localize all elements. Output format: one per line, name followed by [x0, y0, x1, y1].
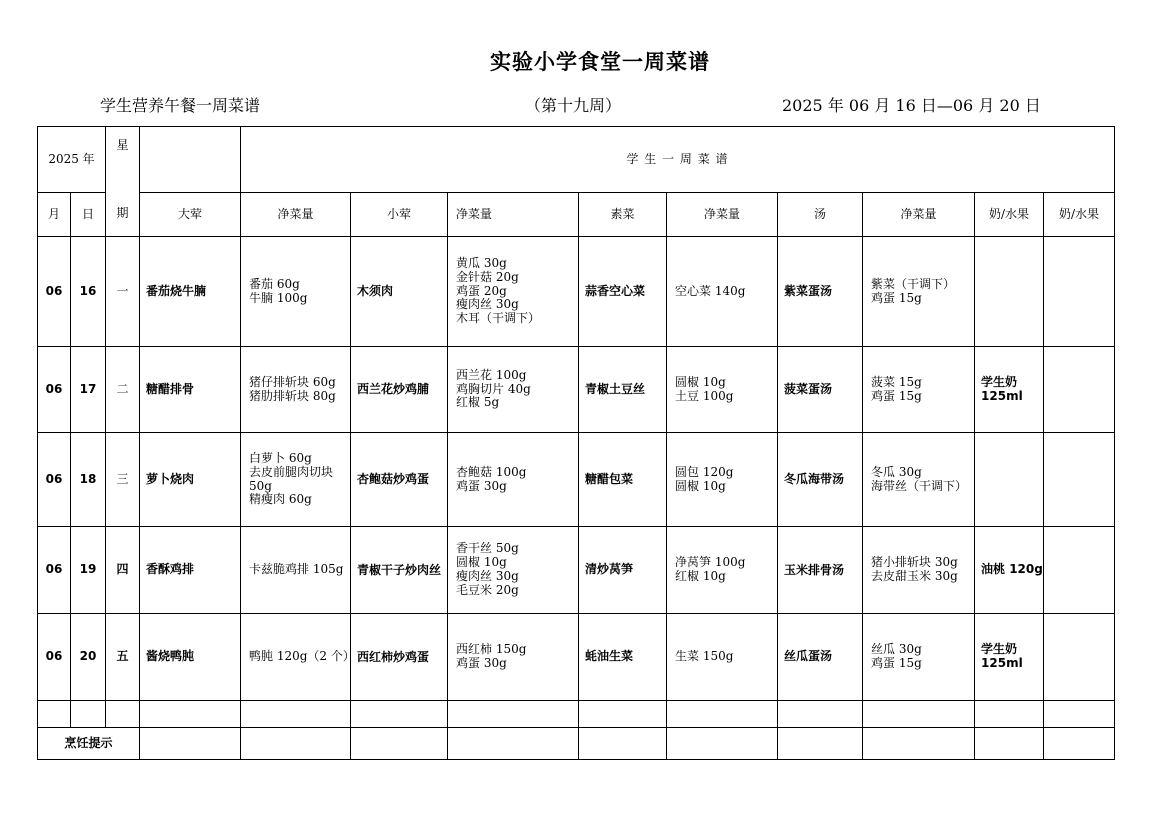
ingredient-item: 猪仔排斩块 60g — [249, 374, 336, 389]
ingredient-list — [667, 433, 778, 527]
weekday-cell: 五 — [106, 614, 140, 701]
col-header: 汤 — [778, 193, 863, 237]
ingredient-item: 黄瓜 30g — [456, 256, 507, 270]
fruit-cell — [1044, 614, 1115, 701]
day-cell: 16 — [71, 237, 106, 347]
milk-cell: 学生奶 125ml — [975, 614, 1044, 701]
ingredient-item: 毛豆米 20g — [456, 582, 519, 597]
subtitle-left: 学生营养午餐一周菜谱 — [100, 96, 261, 115]
ingredient-item: 丝瓜 30g — [871, 642, 922, 657]
ingredient-item: 冬瓜 30g — [871, 464, 922, 479]
veg-dish: 蚝油生菜 — [579, 614, 667, 701]
small-meat-dish: 西红柿炒鸡蛋 — [351, 614, 448, 701]
col-header: 素菜 — [579, 193, 667, 237]
milk-cell — [975, 237, 1044, 347]
weekday-cell: 二 — [106, 347, 140, 433]
ingredient-item: 去皮前腿肉切块 — [249, 464, 334, 479]
day-cell: 19 — [71, 527, 106, 614]
big-meat-dish: 糖醋排骨 — [140, 347, 241, 433]
ingredient-item: 圆椒 10g — [456, 555, 507, 570]
fruit-cell — [1044, 433, 1115, 527]
ingredient-item: 鸡蛋 30g — [456, 478, 507, 493]
fruit-cell — [1044, 527, 1115, 614]
month-cell: 06 — [38, 237, 71, 347]
page-title: 实验小学食堂一周菜谱 — [490, 49, 710, 74]
weekday-cell: 一 — [106, 237, 140, 347]
big-meat-dish: 酱烧鸭肫 — [140, 614, 241, 701]
ingredient-list — [863, 527, 975, 614]
ingredient-list — [863, 433, 975, 527]
soup-dish: 玉米排骨汤 — [778, 527, 863, 614]
ingredient-item: 去皮甜玉米 30g — [871, 569, 958, 583]
small-meat-dish: 青椒干子炒肉丝 — [351, 527, 448, 614]
ingredient-list — [448, 433, 579, 527]
ingredient-list — [241, 614, 355, 701]
day-cell: 17 — [71, 347, 106, 433]
day-cell: 18 — [71, 433, 106, 527]
ingredient-item: 鸡蛋 20g — [456, 283, 507, 298]
ingredient-item: 圆椒 10g — [675, 478, 726, 493]
month-cell: 06 — [38, 614, 71, 701]
col-header: 净菜量 — [863, 193, 975, 237]
ingredient-list — [448, 347, 579, 433]
weekday-header — [106, 127, 140, 237]
footer-row — [38, 728, 1115, 760]
soup-dish: 紫菜蛋汤 — [778, 237, 863, 347]
ingredient-item: 牛腩 100g — [249, 290, 308, 305]
ingredient-list — [241, 237, 351, 347]
big-meat-dish: 香酥鸡排 — [140, 527, 241, 614]
month-cell: 06 — [38, 433, 71, 527]
ingredient-item: 紫菜（干调下） — [871, 276, 956, 291]
ingredient-list — [667, 237, 778, 347]
year-cell: 2025 年 — [38, 127, 106, 193]
ingredient-list — [667, 527, 778, 614]
col-header: 奶/水果 — [1044, 193, 1115, 237]
weekday-header-bottom: 期 — [116, 205, 129, 220]
small-meat-dish: 木须肉 — [351, 237, 448, 347]
veg-dish: 青椒土豆丝 — [579, 347, 667, 433]
ingredient-list — [863, 347, 975, 433]
fruit-cell — [1044, 347, 1115, 433]
ingredient-item: 卡兹脆鸡排 105g — [249, 562, 344, 577]
soup-dish: 菠菜蛋汤 — [778, 347, 863, 433]
veg-dish: 糖醋包菜 — [579, 433, 667, 527]
weekday-cell: 四 — [106, 527, 140, 614]
col-header: 净菜量 — [241, 193, 351, 237]
ingredient-item: 猪肋排斩块 80g — [249, 388, 336, 403]
section-title: 学 生 一 周 菜 谱 — [241, 127, 1115, 193]
soup-dish: 冬瓜海带汤 — [778, 433, 863, 527]
ingredient-item: 精瘦肉 60g — [249, 492, 312, 507]
ingredient-item: 西红柿 150g — [456, 642, 527, 657]
soup-dish: 丝瓜蛋汤 — [778, 614, 863, 701]
ingredient-list — [448, 237, 579, 347]
cooking-tips-label: 烹饪提示 — [38, 728, 140, 760]
col-header: 奶/水果 — [975, 193, 1044, 237]
veg-dish: 蒜香空心菜 — [579, 237, 667, 347]
ingredient-item: 西兰花 100g — [456, 367, 527, 382]
big-meat-dish: 番茄烧牛腩 — [140, 237, 241, 347]
fruit-cell — [1044, 237, 1115, 347]
ingredient-item: 鸡蛋 30g — [456, 656, 507, 670]
ingredient-item: 生菜 150g — [675, 649, 734, 664]
weekday-cell: 三 — [106, 433, 140, 527]
weekday-header-top: 星 — [116, 138, 129, 152]
day-header: 日 — [71, 193, 106, 237]
table-row — [38, 527, 1115, 614]
ingredient-list — [667, 614, 778, 701]
table-row — [38, 433, 1115, 527]
ingredient-item: 香干丝 50g — [456, 541, 519, 556]
ingredient-item: 红椒 10g — [675, 569, 726, 583]
ingredient-item: 土豆 100g — [675, 388, 734, 403]
ingredient-item: 木耳（干调下） — [456, 311, 541, 326]
date-range: 2025 年 06 月 16 日—06 月 20 日 — [782, 96, 1041, 115]
day-cell: 20 — [71, 614, 106, 701]
ingredient-item: 空心菜 140g — [675, 283, 746, 298]
menu-table — [37, 126, 1115, 760]
ingredient-item: 金针菇 20g — [456, 269, 519, 284]
month-cell: 06 — [38, 527, 71, 614]
month-cell: 06 — [38, 347, 71, 433]
ingredient-item: 鸡胸切片 40g — [456, 381, 531, 396]
table-row — [38, 347, 1115, 433]
ingredient-item: 杏鲍菇 100g — [456, 464, 527, 479]
week-number: （第十九周） — [525, 96, 622, 115]
ingredient-list — [448, 614, 579, 701]
small-meat-dish: 杏鲍菇炒鸡蛋 — [351, 433, 448, 527]
ingredient-list — [241, 433, 351, 527]
table-row — [38, 614, 1115, 701]
ingredient-item: 猪小排斩块 30g — [871, 555, 958, 570]
col-header: 净菜量 — [667, 193, 778, 237]
big-meat-dish: 萝卜烧肉 — [140, 433, 241, 527]
col-header: 小荤 — [351, 193, 448, 237]
milk-cell: 学生奶 125ml — [975, 347, 1044, 433]
milk-cell — [975, 433, 1044, 527]
ingredient-item: 50g — [249, 478, 272, 493]
milk-cell: 油桃 120g — [975, 527, 1044, 614]
col-header: 净菜量 — [448, 193, 579, 237]
ingredient-list — [241, 527, 351, 614]
ingredient-item: 番茄 60g — [249, 276, 300, 291]
ingredient-item: 菠菜 15g — [871, 374, 922, 389]
ingredient-item: 鸡蛋 15g — [871, 656, 922, 670]
ingredient-item: 鸭肫 120g（2 个） — [249, 649, 355, 664]
ingredient-item: 瘦肉丝 30g — [456, 297, 519, 312]
blank-header-cell — [140, 127, 241, 193]
ingredient-item: 海带丝（干调下） — [871, 478, 968, 493]
month-header: 月 — [38, 193, 71, 237]
ingredient-item: 红椒 5g — [456, 395, 500, 410]
ingredient-list — [448, 527, 579, 614]
ingredient-item: 鸡蛋 15g — [871, 290, 922, 305]
ingredient-item: 圆椒 10g — [675, 374, 726, 389]
empty-row — [38, 701, 1115, 728]
veg-dish: 清炒莴笋 — [579, 527, 667, 614]
ingredient-item: 净莴笋 100g — [675, 555, 746, 570]
col-header: 大荤 — [140, 193, 241, 237]
ingredient-item: 圆包 120g — [675, 464, 734, 479]
ingredient-item: 瘦肉丝 30g — [456, 569, 519, 583]
table-row — [38, 237, 1115, 347]
small-meat-dish: 西兰花炒鸡脯 — [351, 347, 448, 433]
ingredient-list — [241, 347, 351, 433]
ingredient-item: 白萝卜 60g — [249, 450, 312, 465]
ingredient-list — [863, 237, 975, 347]
ingredient-item: 鸡蛋 15g — [871, 388, 922, 403]
ingredient-list — [667, 347, 778, 433]
ingredient-list — [863, 614, 975, 701]
